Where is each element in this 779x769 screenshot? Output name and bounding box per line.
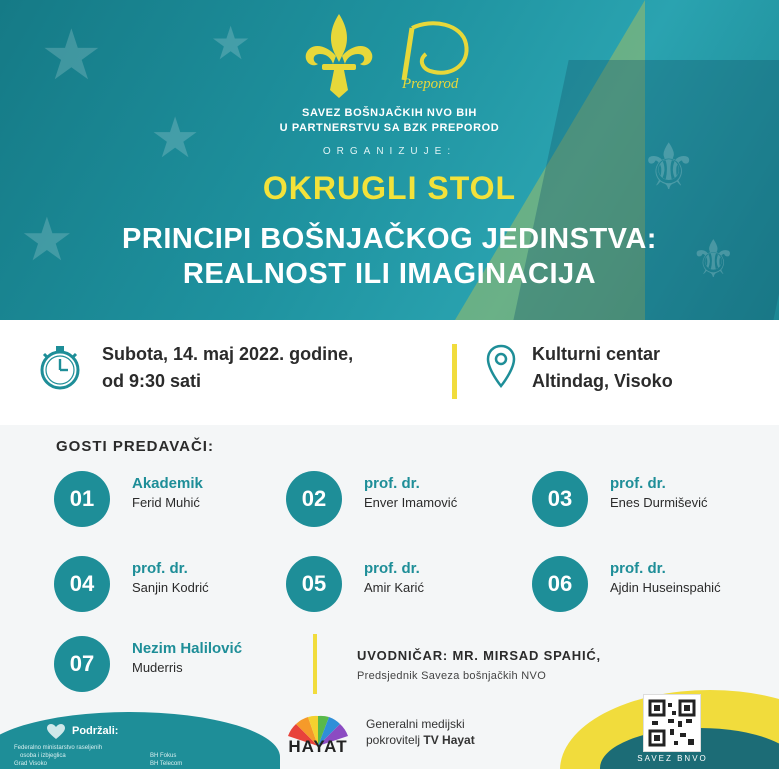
uvodnicar-label: UVODNIČAR: MR. MIRSAD SPAHIĆ,: [357, 648, 601, 663]
speaker-name: Enver Imamović: [364, 495, 458, 510]
speaker-number: 07: [54, 636, 110, 692]
supporter-item: Grad Visoko: [14, 761, 47, 767]
supporter-item: BH Telecom: [150, 761, 183, 767]
organizuje-label: ORGANIZUJE:: [322, 146, 457, 157]
preporod-logo-icon: [392, 20, 474, 96]
uvodnicar-description: Predsjednik Saveza bošnjačkih NVO: [357, 670, 547, 682]
speaker-name: Enes Durmišević: [610, 495, 708, 510]
speaker-title: prof. dr.: [364, 560, 420, 577]
bg-lily-icon: ⚜: [690, 231, 737, 289]
speaker-title: Nezim Halilović: [132, 640, 243, 657]
speaker-number: 05: [286, 556, 342, 612]
media-sponsor-line-1: Generalni medijski: [366, 717, 465, 731]
speaker-card: [532, 556, 762, 618]
qr-code-icon[interactable]: [644, 695, 700, 751]
speaker-number: 03: [532, 471, 588, 527]
speaker-title: prof. dr.: [610, 560, 666, 577]
event-time: od 9:30 sati: [102, 371, 202, 391]
bg-star-icon: ★: [210, 17, 252, 69]
info-divider: [452, 344, 457, 399]
organizer-line-1: SAVEZ BOŠNJAČKIH NVO BIH: [302, 107, 477, 119]
speaker-number: 02: [286, 471, 342, 527]
speakers-heading: GOSTI PREDAVAČI:: [56, 438, 214, 455]
event-venue: Kulturni centar: [532, 344, 661, 364]
event-date: Subota, 14. maj 2022. godine,: [102, 344, 354, 364]
speaker-name: Ajdin Huseinspahić: [610, 580, 721, 595]
speaker-number: 06: [532, 556, 588, 612]
speaker-name: Ferid Muhić: [132, 495, 200, 510]
event-city: Altindag, Visoko: [532, 371, 673, 391]
supporters-label: Podržali:: [72, 725, 119, 737]
clock-icon: [36, 344, 84, 392]
organizer-line-2: U PARTNERSTVU SA BZK PREPOROD: [279, 122, 500, 134]
logos: [300, 12, 480, 102]
hayat-logo-text: HAYAT: [288, 737, 348, 756]
supporter-item: BH Fokus: [150, 753, 177, 759]
supporter-item: Federalno ministarstvo raseljenih: [14, 745, 103, 751]
media-sponsor-line-2: [366, 733, 475, 747]
speaker-card: [286, 556, 516, 618]
speaker-card: [54, 556, 284, 618]
speaker-card: [54, 471, 284, 533]
event-title-line-1: PRINCIPI BOŠNJAČKOG JEDINSTVA:: [122, 223, 657, 255]
event-title-line-2: REALNOST ILI IMAGINACIJA: [182, 258, 597, 290]
speaker-title: Akademik: [132, 475, 203, 492]
heart-icon: [46, 724, 66, 740]
speaker-card: [286, 471, 516, 533]
speaker-title: prof. dr.: [132, 560, 188, 577]
event-info-strip: [0, 320, 779, 425]
bg-lily-icon: ⚜: [640, 131, 698, 203]
event-type-heading: OKRUGLI STOL: [262, 170, 517, 206]
bg-star-icon: ★: [20, 206, 74, 273]
location-pin-icon: [485, 344, 517, 390]
lily-logo-icon: [300, 12, 378, 100]
uvodnicar-divider: [313, 634, 317, 694]
media-sponsor-name: TV Hayat: [423, 733, 475, 747]
bg-star-icon: ★: [150, 106, 201, 169]
speaker-number: 04: [54, 556, 110, 612]
bg-star-icon: ★: [40, 16, 103, 94]
speaker-card: [532, 471, 762, 533]
speaker-name: Muderris: [132, 660, 183, 675]
speaker-title: prof. dr.: [610, 475, 666, 492]
speaker-name: Sanjin Kodrić: [132, 580, 209, 595]
speaker-title: prof. dr.: [364, 475, 420, 492]
svg-text:Preporod: Preporod: [402, 76, 459, 92]
speaker-name: Amir Karić: [364, 580, 424, 595]
savez-bnvo-label: SAVEZ BNVO: [637, 754, 708, 763]
media-sponsor-prefix: pokrovitelj: [366, 733, 424, 747]
speaker-card: [54, 636, 284, 698]
supporter-item: osoba i izbjeglica: [20, 753, 66, 759]
header-banner: [0, 0, 779, 320]
speaker-number: 01: [54, 471, 110, 527]
